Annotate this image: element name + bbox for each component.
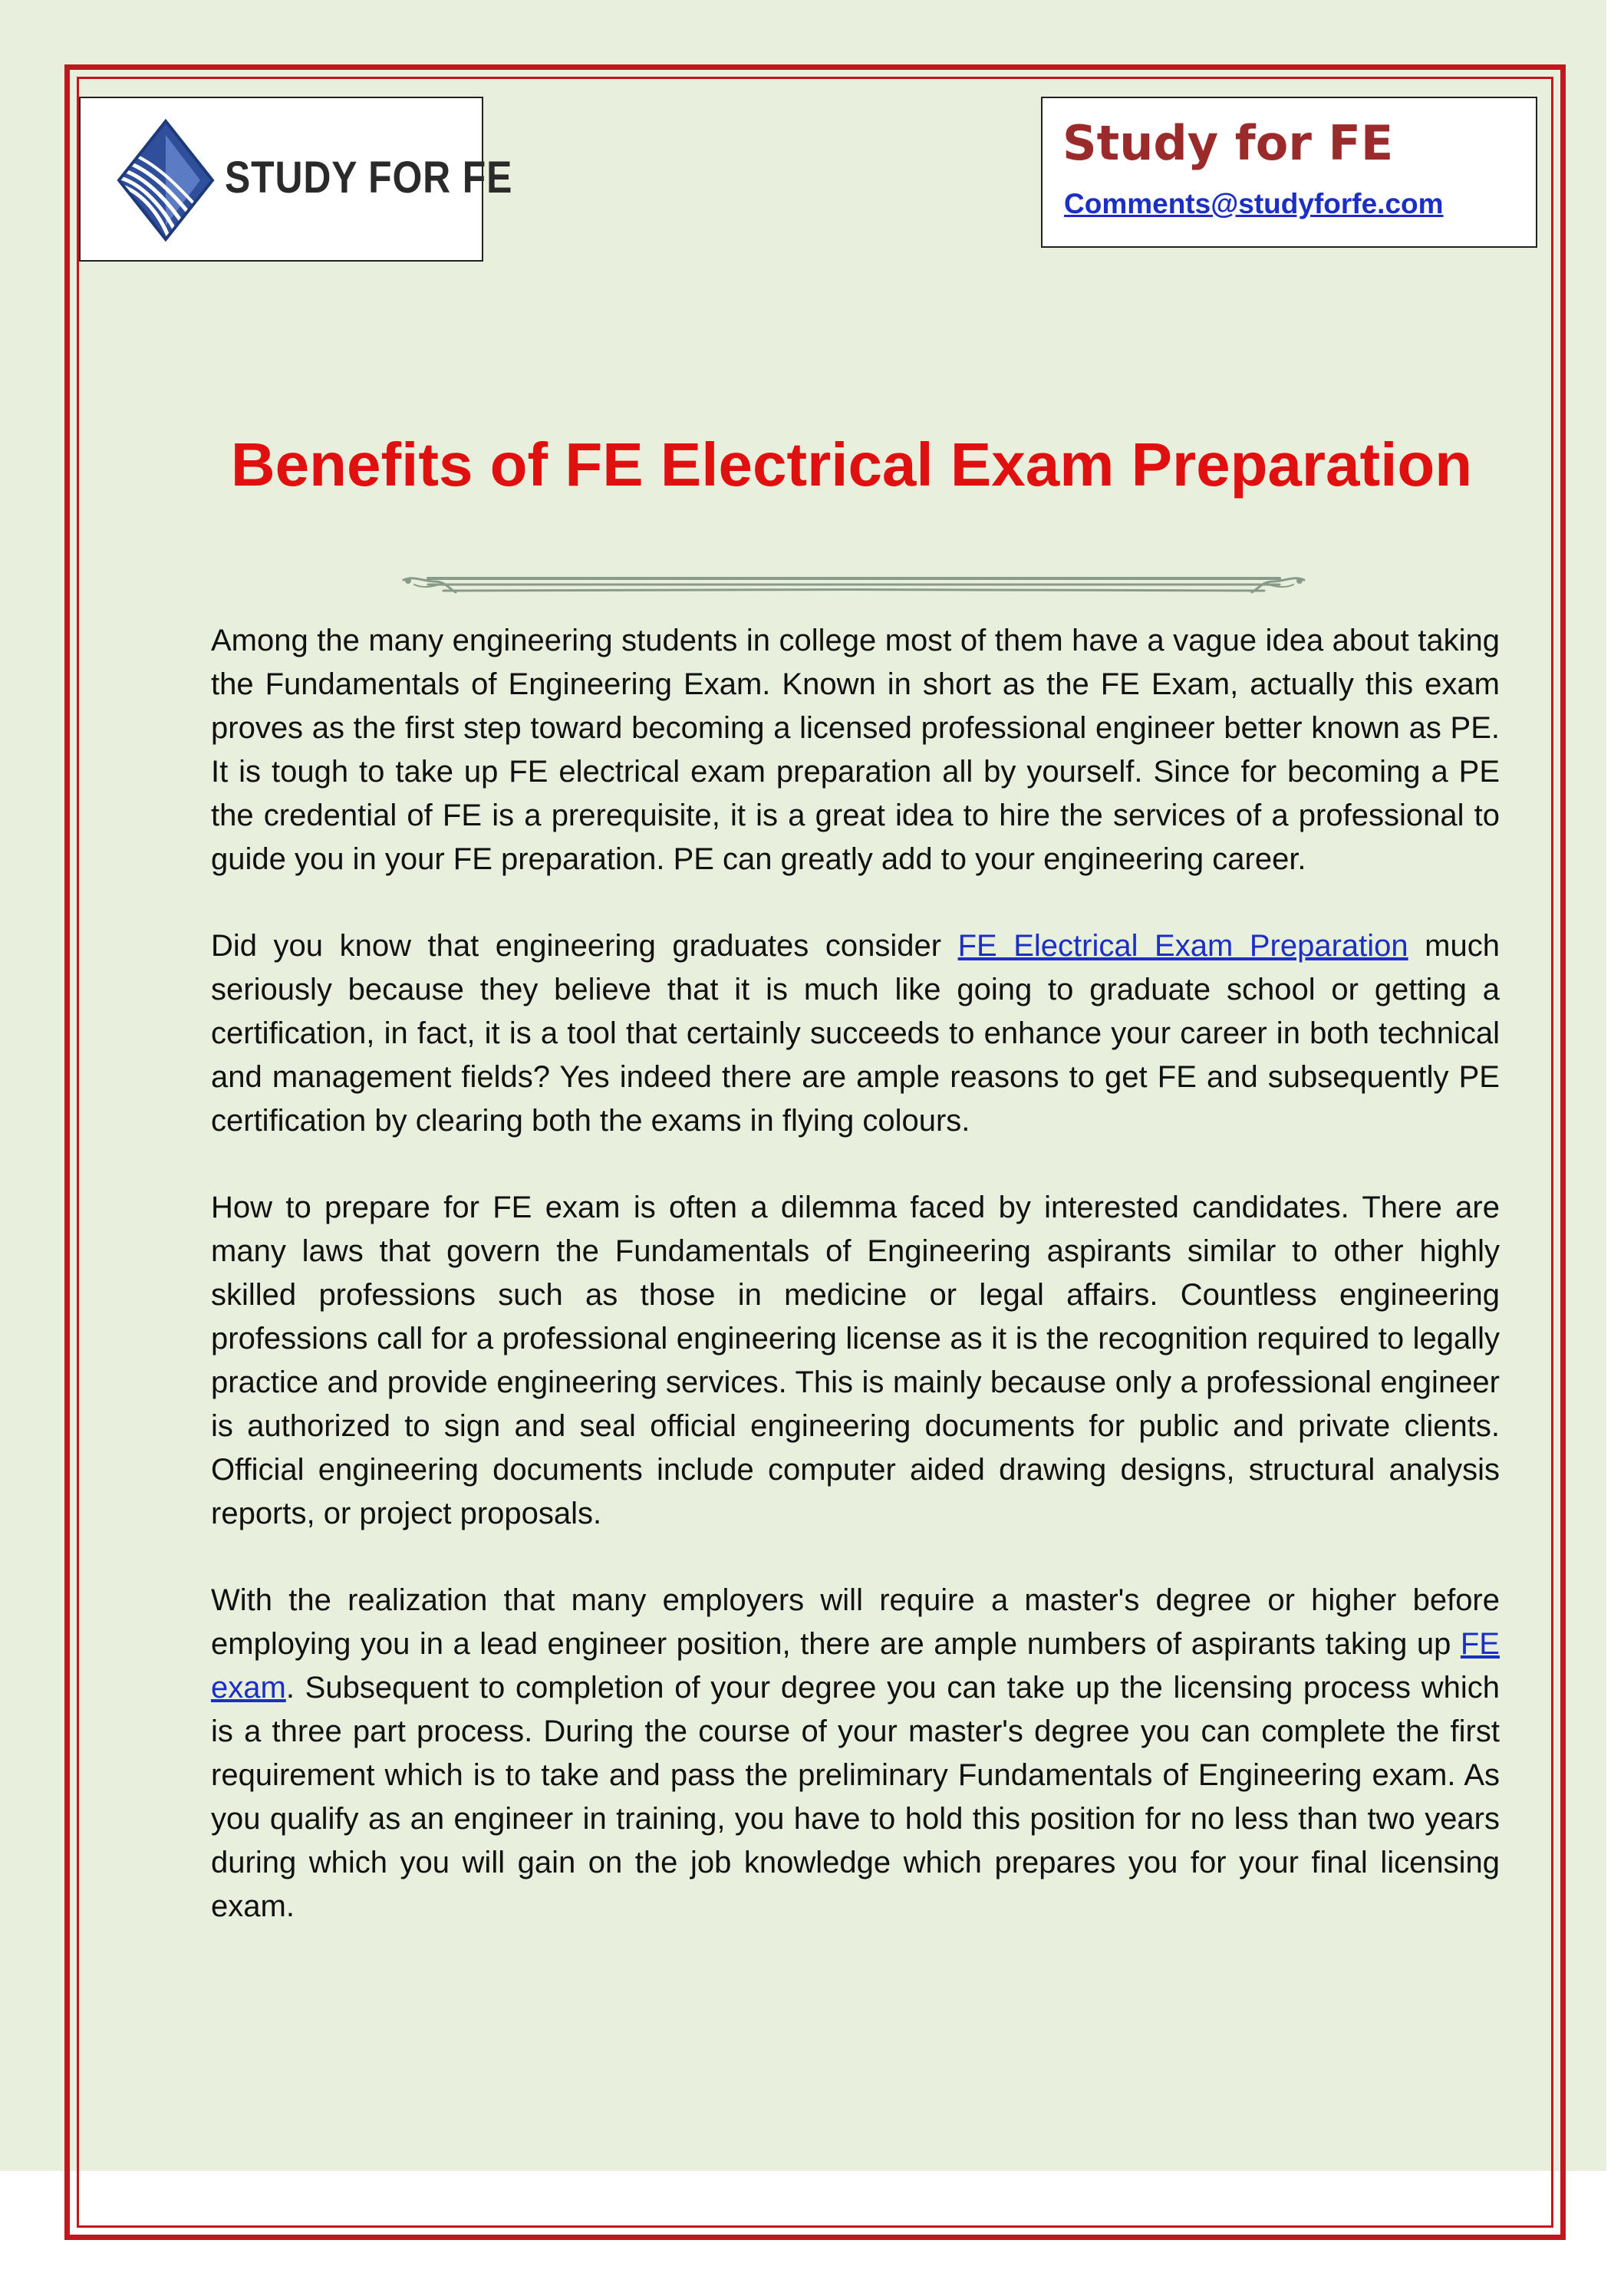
paragraph-2	[211, 924, 1500, 1143]
contact-email-link[interactable]: Comments@studyforfe.com	[1064, 188, 1444, 219]
paragraph-2-text-end: much seriously because they believe that it is much like going to graduate school or getting a certification, in fact, it is a tool that certainly succeeds to enhance your career in both technical and management fields? Yes indeed there are ample reasons to get FE and subsequently PE certification by clearing both the exams in flying colours.	[211, 929, 1500, 1138]
ornamental-divider	[397, 565, 1310, 600]
logo-text: STUDY FOR FE	[225, 153, 513, 203]
document-body	[211, 619, 1500, 1972]
contact-box	[1041, 97, 1537, 248]
paragraph-2-text-start: Did you know that engineering graduates consider	[211, 929, 958, 963]
fe-electrical-exam-preparation-link[interactable]: FE Electrical Exam Preparation	[957, 929, 1408, 963]
paragraph-3: How to prepare for FE exam is often a dilemma faced by interested candidates. There are many laws that govern the Fundamentals of Engineering aspirants similar to other highly skilled professions such as those in medicine or legal affairs. Countless engineering professions call for a professional engineering license as it is the recognition required to legally practice and provide engineering services. This is mainly because only a professional engineer is authorized to sign and seal official engineering documents for public and private clients. Official engineering documents include computer aided drawing designs, structural analysis reports, or project proposals.	[211, 1191, 1500, 1530]
study-for-fe-logo-icon	[116, 118, 216, 242]
fe-exam-link[interactable]: FE exam	[211, 1627, 1500, 1705]
paragraph-1: Among the many engineering students in college most of them have a vague idea about taking the Fundamentals of Engineering Exam. Known in short as the FE Exam, actually this exam proves as the first step toward becoming a licensed professional engineer better known as PE. It is tough to take up FE electrical exam preparation all by yourself. Since for becoming a PE the credential of FE is a prerequisite, it is a great idea to hire the services of a professional to guide you in your FE preparation. PE can greatly add to your engineering career.	[211, 624, 1500, 876]
document-title: Benefits of FE Electrical Exam Preparation	[230, 430, 1473, 499]
paragraph-4-text-start: With the realization that many employers will require a master's degree or higher before employing you in a lead engineer position, there are ample numbers of aspirants taking up	[211, 1583, 1500, 1661]
paragraph-4-text-end: . Subsequent to completion of your degree you can take up the licensing process which is a three part process. During the course of your master's degree you can complete the first requirement which is to take and pass the preliminary Fundamentals of Engineering exam. As you qualify as an engineer in training, you have to hold this position for no less than two years during which you will gain on the job knowledge which prepares you for your final licensing exam.	[211, 1671, 1500, 1923]
logo-box	[79, 97, 513, 262]
paragraph-4	[211, 1579, 1500, 1929]
brand-title: Study for FE	[1062, 115, 1394, 171]
